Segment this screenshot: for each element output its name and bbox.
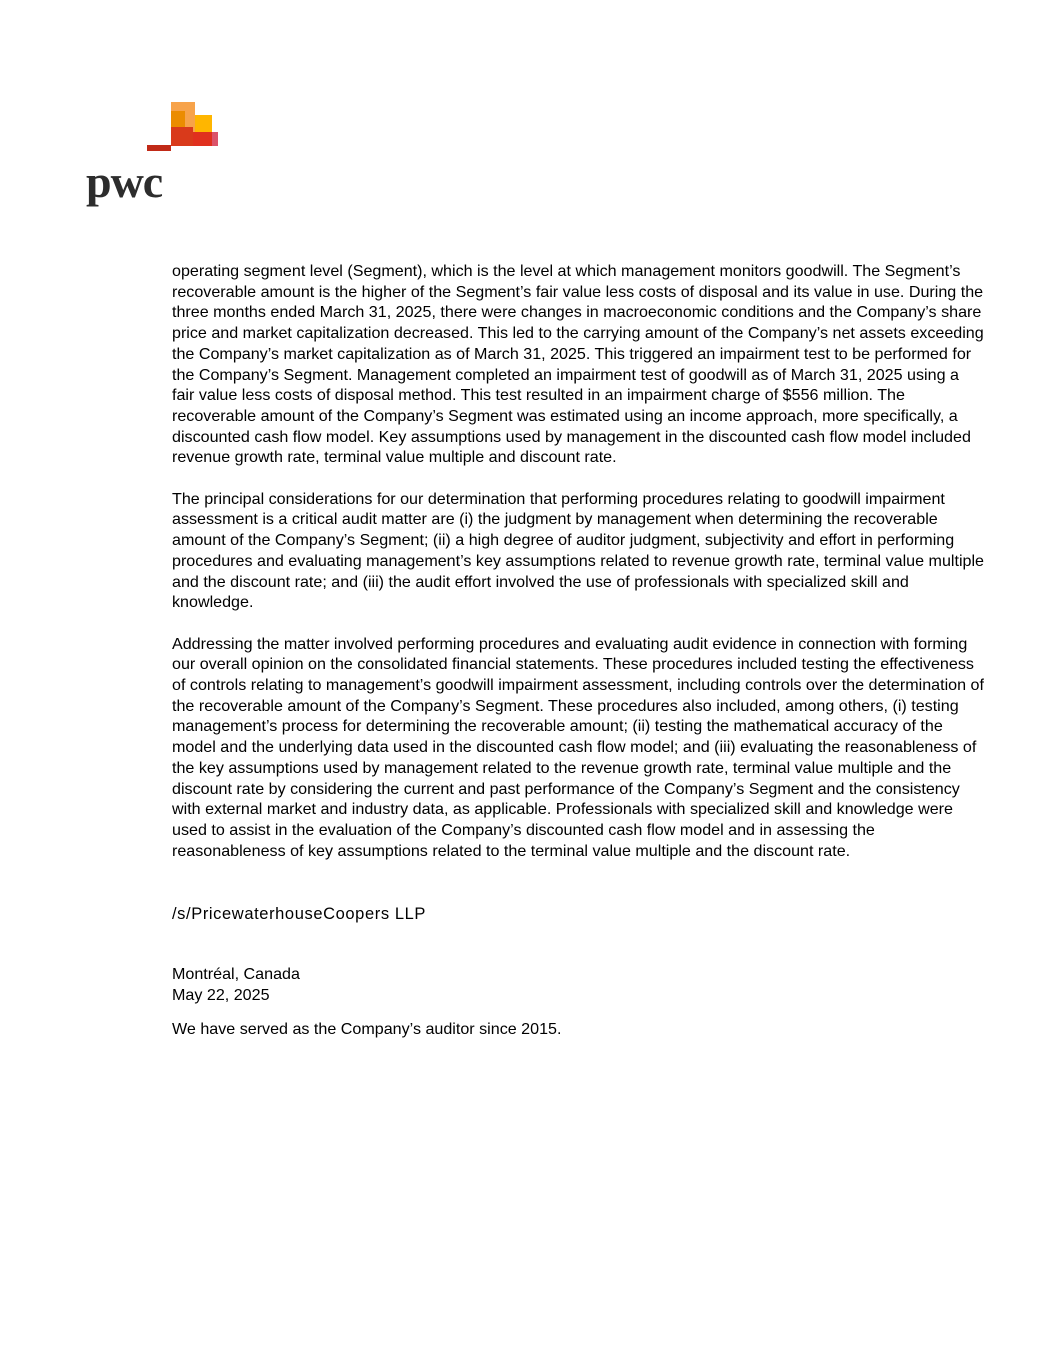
paragraph-impairment-background: operating segment level (Segment), which is the level at which management monitors goodwill. The Segment’s recoverable amount is the higher of the Segment’s fair value less costs of disposal and its value in use. During the three months ended March 31, 2025, there were changes in macroeconomic conditions and the Company’s share price and market capitalization decreased. This led to the carrying amount of the Company’s net assets exceeding the Company’s market capitalization as of March 31, 2025. This triggered an impairment test to be performed for the Company’s Segment. Management completed an impairment test of goodwill as of March 31, 2025 using a fair value less costs of disposal method. This test resulted in an impairment charge of $556 million. The recoverable amount of the Company’s Segment was estimated using an income approach, more specifically, a discounted cash flow model. Key assumptions used by management in the discounted cash flow model included revenue growth rate, terminal value multiple and discount rate.: [172, 262, 984, 467]
auditor-tenure-statement: We have served as the Company’s auditor since 2015.: [172, 1020, 562, 1039]
paragraph-audit-procedures: Addressing the matter involved performing procedures and evaluating audit evidence in connection with forming our overall opinion on the consolidated financial statements. These procedures included testing the effectiveness of controls relating to management’s goodwill impairment assessment, including controls over the determination of the recoverable amount of the Company’s Segment. These procedures also included, among others, (i) testing management’s process for determining the recoverable amount; (ii) testing the mathematical accuracy of the model and the underlying data used in the discounted cash flow model; and (iii) evaluating the reasonableness of the key assumptions used by management related to the revenue growth rate, terminal value multiple and the discount rate by considering the current and past performance of the Company’s Segment and the consistency with external market and industry data, as applicable. Professionals with specialized skill and knowledge were used to assist in the evaluation of the Company’s discounted cash flow model and in assessing the reasonableness of key assumptions related to the terminal value multiple and the discount rate.: [172, 634, 984, 860]
pwc-logo: [86, 101, 220, 207]
auditor-signature: /s/PricewaterhouseCoopers LLP: [172, 905, 427, 924]
report-date: May 22, 2025: [172, 985, 270, 1004]
paragraph-principal-considerations: The principal considerations for our determination that performing procedures relating to goodwill impairment assessment is a critical audit matter are (i) the judgment by management when determining the recoverable amount of the Company’s Segment; (ii) a high degree of auditor judgment, subjectivity and effort in performing procedures and evaluating management’s key assumptions related to revenue growth rate, terminal value multiple and the discount rate; and (iii) the audit effort involved the use of professionals with specialized skill and knowledge.: [172, 489, 984, 612]
audit-report-body: [172, 261, 984, 1040]
report-location: Montréal, Canada: [172, 965, 300, 984]
pwc-wordmark: pwc: [86, 156, 163, 207]
